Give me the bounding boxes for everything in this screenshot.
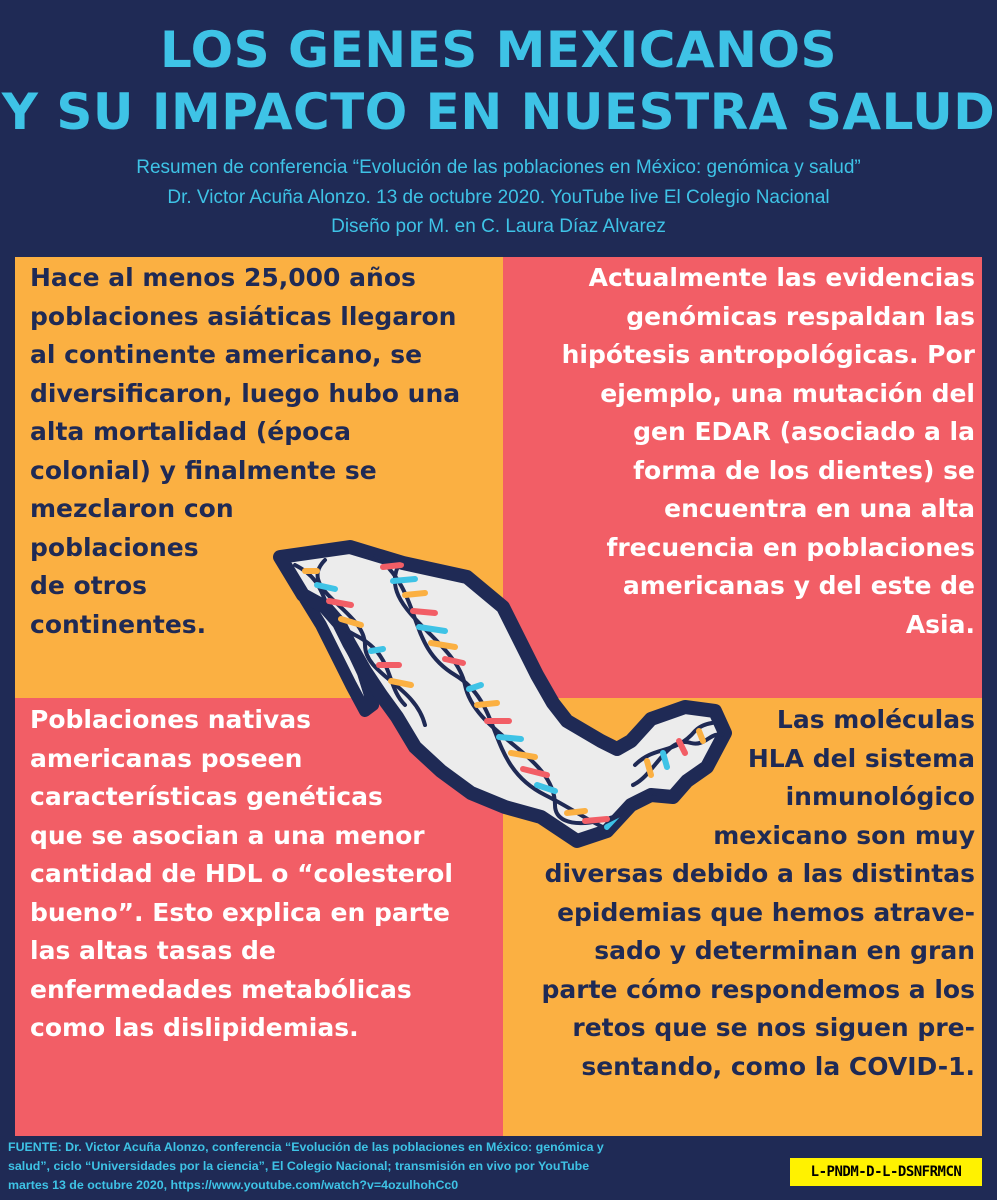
title-line-1: LOS GENES MEXICANOS (160, 21, 837, 79)
subtitle-design-credit: Diseño por M. en C. Laura Díaz Alvarez (331, 216, 666, 237)
subtitle-conference: Resumen de conferencia “Evolución de las poblaciones en México: genómica y salud” (136, 157, 861, 178)
source-citation: FUENTE: Dr. Victor Acuña Alonzo, conferencia “Evolución de las poblaciones en México: genómica y salud”, ciclo “Universidades por la ciencia”, El Colegio Nacional; transmisión en vivo por YouTube martes 13 de octubre 2020, https://www.youtube.com/watch?v=4ozulhohCc0 (8, 1140, 604, 1192)
panel-bottom-right-text: Las moléculas HLA del sistema inmunológico mexicano son muy diversas debido a las distintas epidemias que hemos atrave- sado y determinan en gran parte cómo respondemos a los retos que se nos siguen pre- sentando, como la COVID-1. (541, 705, 975, 1081)
panel-top-left-text: Hace al menos 25,000 años poblaciones asiáticas llegaron al continente americano, se diversificaron, luego hubo una alta mortalidad (época colonial) y finalmente se mezclaron con poblaciones de otros continentes. (30, 263, 461, 639)
author-badge: L-PNDM-D-L-DSNFRMCN (790, 1158, 982, 1186)
panel-bottom-left-text: Poblaciones nativas americanas poseen características genéticas que se asocian a una menor cantidad de HDL o “colesterol bueno”. Esto explica en parte las altas tasas de enfermedades metabólicas como las dislipidemias. (30, 705, 453, 1042)
title-line-2: Y SU IMPACTO EN NUESTRA SALUD (1, 83, 996, 141)
panel-top-right-text: Actualmente las evidencias genómicas respaldan las hipótesis antropológicas. Por ejemplo, una mutación del gen EDAR (asociado a la forma de los dientes) se encuentra en una alta frecuencia en poblaciones americanas y del este de Asia. (561, 263, 975, 639)
subtitle-speaker: Dr. Victor Acuña Alonzo. 13 de octubre 2020. YouTube live El Colegio Nacional (167, 187, 830, 208)
mexico-map-dna-icon (255, 535, 735, 865)
